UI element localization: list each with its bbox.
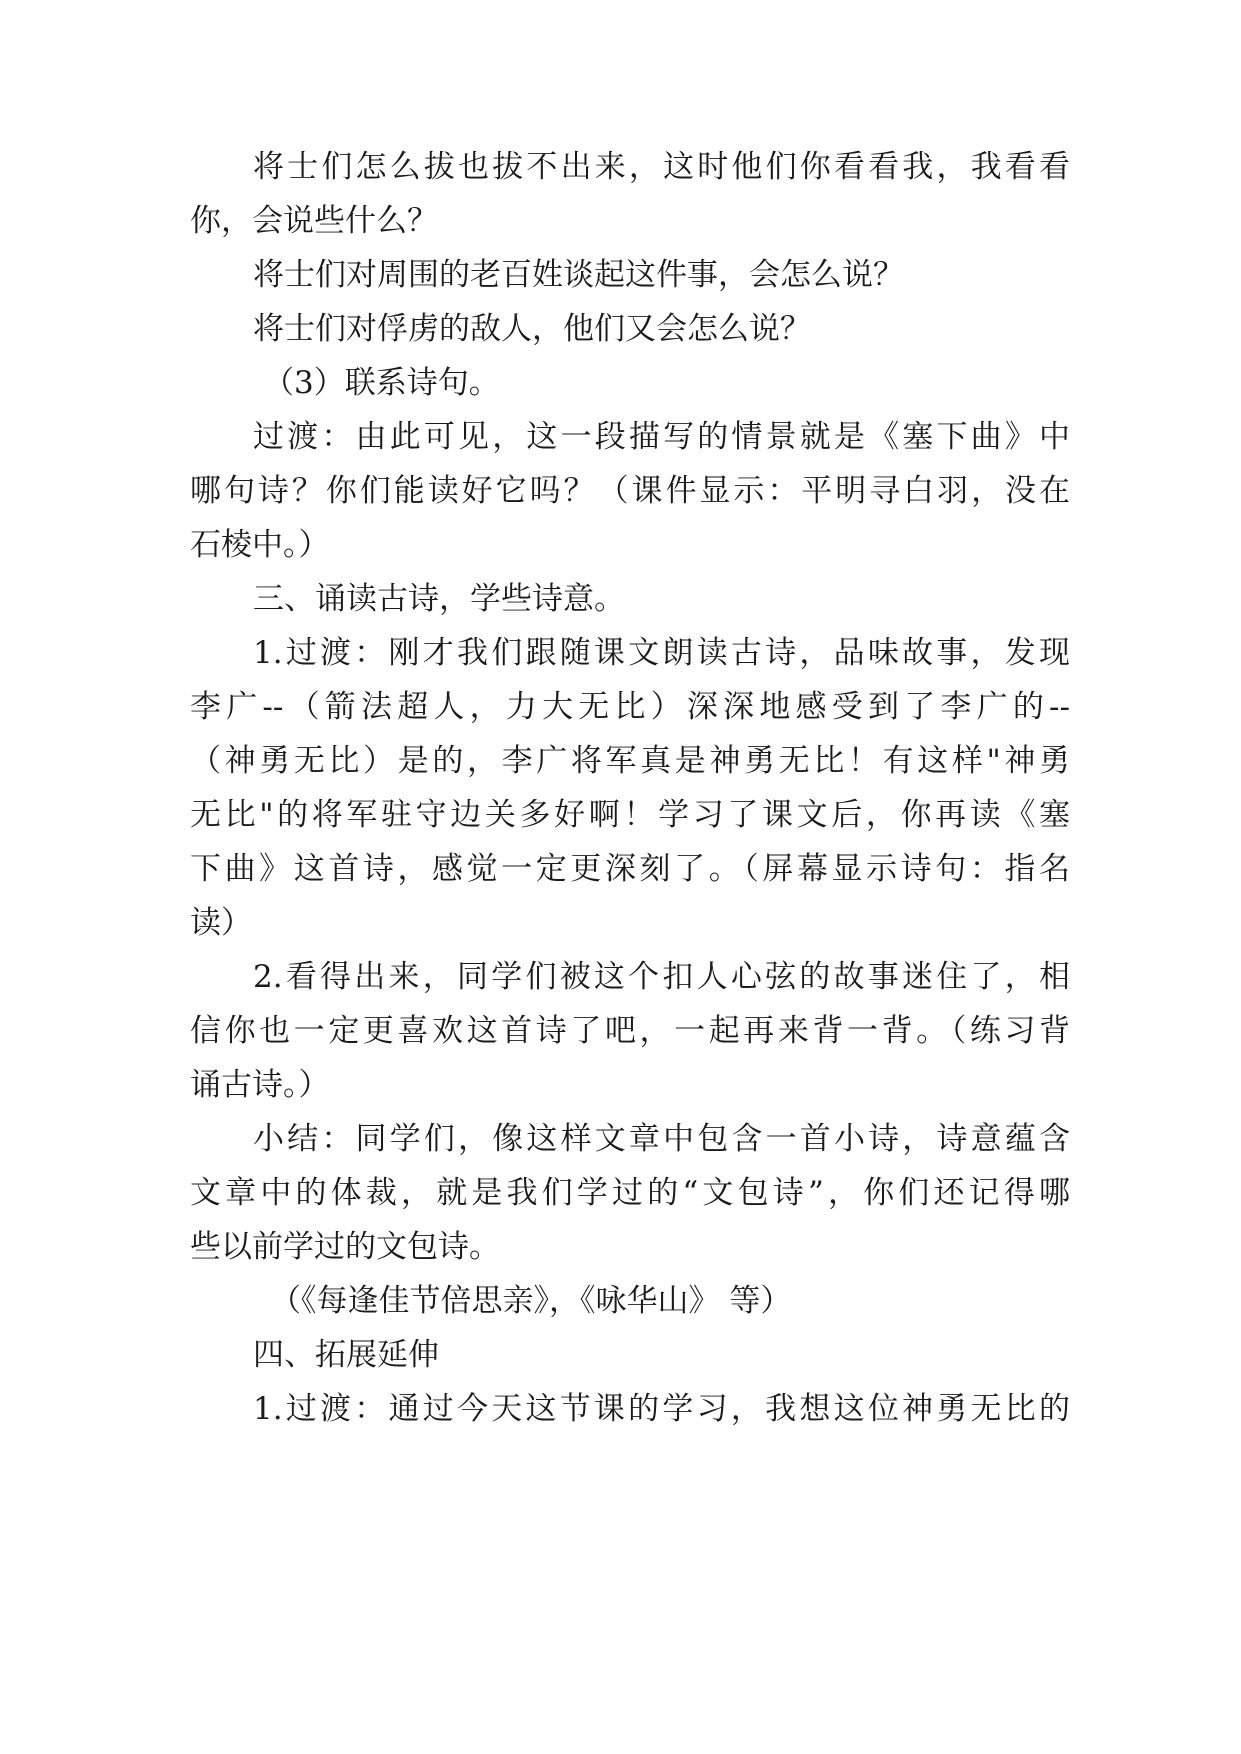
text-line: 哪句诗？你们能读好它吗？（课件显示：平明寻白羽，没在 xyxy=(190,473,1070,509)
text-line: 1.过渡：通过今天这节课的学习，我想这位神勇无比的 xyxy=(253,1391,1070,1427)
section-heading: 三、诵读古诗，学些诗意。 xyxy=(253,581,625,617)
text-line: （神勇无比）是的，李广将军真是神勇无比！有这样"神勇 xyxy=(190,743,1070,779)
text-line: 文章中的体裁，就是我们学过的“文包诗”，你们还记得哪 xyxy=(190,1175,1070,1211)
text-line: 信你也一定更喜欢这首诗了吧，一起再来背一背。（练习背 xyxy=(190,1013,1070,1049)
text-line: 1.过渡：刚才我们跟随课文朗读古诗，品味故事，发现 xyxy=(253,635,1070,671)
text-line: 无比"的将军驻守边关多好啊！学习了课文后，你再读《塞 xyxy=(190,797,1070,833)
text-line: 诵古诗。） xyxy=(190,1067,330,1103)
text-line: （《每逢佳节倍思亲》，《咏华山》 等） xyxy=(270,1283,792,1319)
section-heading: 四、拓展延伸 xyxy=(253,1337,439,1373)
text-line: 2.看得出来，同学们被这个扣人心弦的故事迷住了，相 xyxy=(253,959,1070,995)
text-line: 读） xyxy=(190,905,252,941)
text-line: 下曲》这首诗，感觉一定更深刻了。（屏幕显示诗句：指名 xyxy=(190,851,1070,887)
text-line: 过渡：由此可见，这一段描写的情景就是《塞下曲》中 xyxy=(253,419,1070,455)
text-line: 将士们对俘虏的敌人，他们又会怎么说？ xyxy=(253,311,811,347)
text-line: 石棱中。） xyxy=(190,527,330,563)
section-subheading: （3）联系诗句。 xyxy=(263,365,500,401)
text-line: 李广--（箭法超人，力大无比）深深地感受到了李广的-- xyxy=(190,689,1070,725)
text-line: 将士们对周围的老百姓谈起这件事，会怎么说？ xyxy=(253,257,904,293)
text-line: 将士们怎么拔也拔不出来，这时他们你看看我，我看看 xyxy=(253,149,1070,185)
text-line: 你，会说些什么？ xyxy=(190,203,438,239)
text-line: 小结：同学们，像这样文章中包含一首小诗，诗意蕴含 xyxy=(253,1121,1070,1157)
text-line: 些以前学过的文包诗。 xyxy=(190,1229,500,1265)
